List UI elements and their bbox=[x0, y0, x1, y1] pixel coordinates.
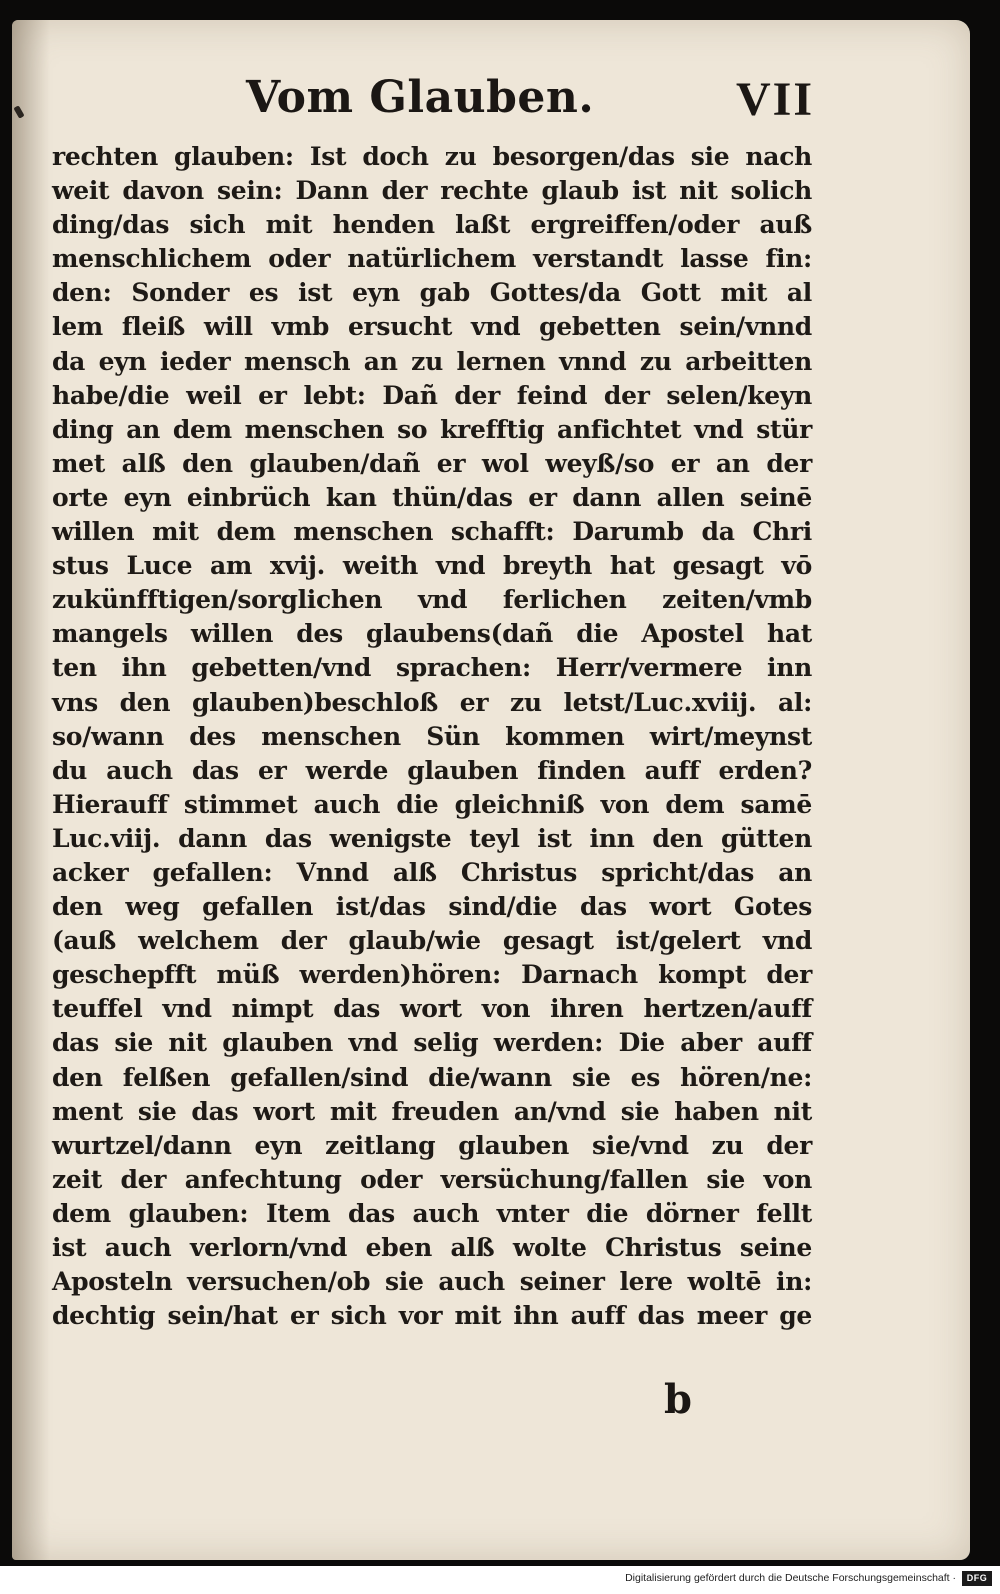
text-block bbox=[52, 140, 812, 1333]
text-line: met alß den glauben/dañ er wol weyß/so er an der bbox=[52, 448, 812, 478]
text-line: da eyn ieder mensch an zu lernen vnnd zu arbeitten bbox=[52, 346, 812, 376]
text-line: wurtzel/dann eyn zeitlang glauben sie/vnd zu der bbox=[52, 1130, 812, 1160]
text-line: (auß welchem der glaub/wie gesagt ist/gelert vnd bbox=[52, 926, 812, 956]
text-line: dechtig sein/hat er sich vor mit ihn auff das meer ge bbox=[52, 1301, 812, 1331]
text-line: zukünfftigen/sorglichen vnd ferlichen zeiten/vmb bbox=[52, 585, 812, 615]
text-line: ding an dem menschen so krefftig anfichtet vnd stür bbox=[52, 414, 812, 444]
text-line: geschepfft müß werden)hören: Darnach kompt der bbox=[52, 960, 812, 990]
text-line: willen mit dem menschen schafft: Darumb da Chri bbox=[52, 517, 812, 547]
funding-credit: Digitalisierung gefördert durch die Deutsche Forschungsgemeinschaft · bbox=[625, 1572, 956, 1584]
text-line: acker gefallen: Vnnd alß Christus spricht/das an bbox=[52, 857, 812, 887]
text-line: so/wann des menschen Sün kommen wirt/meynst bbox=[52, 721, 812, 751]
text-line: mangels willen des glaubens(dañ die Apostel hat bbox=[52, 619, 812, 649]
text-line: ment sie das wort mit freuden an/vnd sie haben nit bbox=[52, 1096, 812, 1126]
text-line: du auch das er werde glauben finden auff erden? bbox=[52, 755, 812, 785]
text-line: dem glauben: Item das auch vnter die dörner fellt bbox=[52, 1198, 812, 1228]
text-line: zeit der anfechtung oder versüchung/fallen sie von bbox=[52, 1164, 812, 1194]
text-line: rechten glauben: Ist doch zu besorgen/das sie nach bbox=[52, 142, 812, 171]
running-head: Vom Glauben. bbox=[246, 72, 595, 123]
text-line: weit davon sein: Dann der rechte glaub ist nit solich bbox=[52, 176, 812, 206]
text-line: ding/das sich mit henden laßt ergreiffen/oder auß bbox=[52, 210, 812, 240]
text-line: das sie nit glauben vnd selig werden: Die aber auff bbox=[52, 1028, 812, 1058]
signature-mark: b bbox=[664, 1376, 692, 1423]
text-line: orte eyn einbrüch kan thün/das er dann allen seinē bbox=[52, 482, 812, 512]
text-line: den felßen gefallen/sind die/wann sie es hören/ne: bbox=[52, 1062, 812, 1092]
text-line: den weg gefallen ist/das sind/die das wort Gotes bbox=[52, 892, 812, 922]
text-line: menschlichem oder natürlichem verstandt lasse fin: bbox=[52, 244, 812, 274]
text-line: teuffel vnd nimpt das wort von ihren hertzen/auff bbox=[52, 994, 812, 1024]
text-line: vns den glauben)beschloß er zu letst/Luc.xviij. al: bbox=[52, 687, 812, 717]
text-line: stus Luce am xvij. weith vnd breyth hat gesagt vō bbox=[52, 551, 812, 581]
text-line: Hierauff stimmet auch die gleichniß von dem samē bbox=[52, 789, 812, 819]
margin-mark bbox=[13, 105, 24, 118]
text-line: lem fleiß will vmb ersucht vnd gebetten sein/vnnd bbox=[52, 312, 812, 342]
folio-number: VII bbox=[735, 73, 814, 126]
text-line: ist auch verlorn/vnd eben alß wolte Christus seine bbox=[52, 1233, 812, 1262]
text-line: Aposteln versuchen/ob sie auch seiner lere woltē in: bbox=[52, 1267, 812, 1297]
dfg-logo: DFG bbox=[962, 1571, 992, 1586]
text-line: habe/die weil er lebt: Dañ der feind der selen/keyn bbox=[52, 380, 812, 410]
footer-bar bbox=[0, 1566, 1000, 1594]
text-line: Luc.viij. dann das wenigste teyl ist inn den gütten bbox=[52, 823, 812, 853]
text-line: den: Sonder es ist eyn gab Gottes/da Gott mit al bbox=[52, 278, 812, 308]
text-line: ten ihn gebetten/vnd sprachen: Herr/vermere inn bbox=[52, 653, 812, 683]
